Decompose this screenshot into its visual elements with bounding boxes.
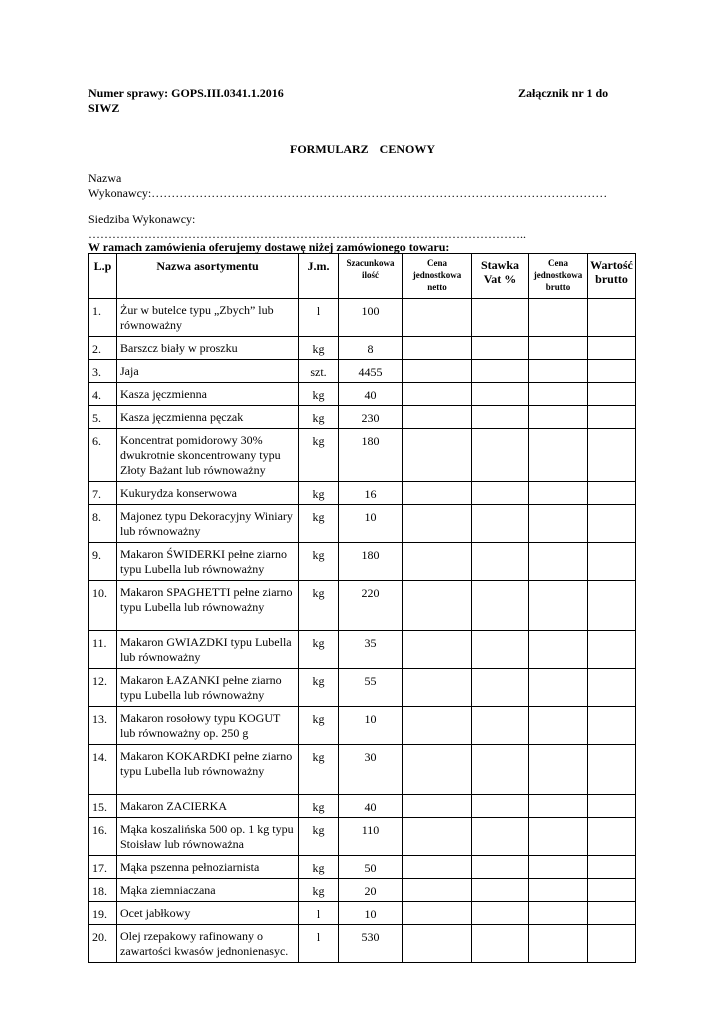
row-lp: 5.	[89, 406, 117, 429]
row-gross-price-cell[interactable]	[529, 856, 588, 879]
table-row	[89, 856, 636, 879]
row-total-value-cell[interactable]	[588, 669, 636, 707]
row-net-price-cell[interactable]	[403, 581, 472, 631]
row-product-name: Mąka koszalińska 500 op. 1 kg typu Stoisław lub równoważna	[117, 818, 299, 856]
row-net-price-cell[interactable]	[403, 902, 472, 925]
row-net-price-cell[interactable]	[403, 669, 472, 707]
row-quantity: 8	[339, 337, 403, 360]
row-total-value-cell[interactable]	[588, 856, 636, 879]
row-quantity: 55	[339, 669, 403, 707]
row-vat-rate-cell[interactable]	[472, 299, 529, 337]
row-vat-rate-cell[interactable]	[472, 505, 529, 543]
row-net-price-cell[interactable]	[403, 505, 472, 543]
row-gross-price-cell[interactable]	[529, 707, 588, 745]
row-unit: kg	[299, 383, 339, 406]
row-product-name: Kasza jęczmienna	[117, 383, 299, 406]
row-unit: l	[299, 902, 339, 925]
row-quantity: 16	[339, 482, 403, 505]
row-total-value-cell[interactable]	[588, 406, 636, 429]
row-net-price-cell[interactable]	[403, 707, 472, 745]
row-gross-price-cell[interactable]	[529, 505, 588, 543]
row-lp: 2.	[89, 337, 117, 360]
header-net: Cena jednostkowa netto	[403, 254, 472, 299]
row-unit: kg	[299, 631, 339, 669]
row-product-name: Makaron GWIAZDKI typu Lubella lub równoważny	[117, 631, 299, 669]
row-total-value-cell[interactable]	[588, 795, 636, 818]
header-name: Nazwa asortymentu	[117, 254, 299, 299]
row-net-price-cell[interactable]	[403, 337, 472, 360]
row-lp: 11.	[89, 631, 117, 669]
row-total-value-cell[interactable]	[588, 482, 636, 505]
row-product-name: Koncentrat pomidorowy 30% dwukrotnie skoncentrowany typu Złoty Bażant lub równoważny	[117, 429, 299, 482]
row-product-name: Kukurydza konserwowa	[117, 482, 299, 505]
row-quantity: 10	[339, 707, 403, 745]
row-gross-price-cell[interactable]	[529, 795, 588, 818]
row-net-price-cell[interactable]	[403, 631, 472, 669]
row-unit: kg	[299, 795, 339, 818]
row-lp: 8.	[89, 505, 117, 543]
row-quantity: 50	[339, 856, 403, 879]
table-row	[89, 406, 636, 429]
row-vat-rate-cell[interactable]	[472, 707, 529, 745]
row-quantity: 180	[339, 429, 403, 482]
table-row	[89, 543, 636, 581]
row-product-name: Makaron ŁAZANKI pełne ziarno typu Lubella lub równoważny	[117, 669, 299, 707]
table-row	[89, 631, 636, 669]
table-row	[89, 482, 636, 505]
row-lp: 15.	[89, 795, 117, 818]
row-quantity: 100	[339, 299, 403, 337]
row-lp: 9.	[89, 543, 117, 581]
row-quantity: 4455	[339, 360, 403, 383]
row-net-price-cell[interactable]	[403, 925, 472, 963]
row-unit: kg	[299, 745, 339, 795]
row-lp: 14.	[89, 745, 117, 795]
row-quantity: 220	[339, 581, 403, 631]
row-vat-rate-cell[interactable]	[472, 925, 529, 963]
table-row	[89, 360, 636, 383]
row-total-value-cell[interactable]	[588, 337, 636, 360]
row-unit: kg	[299, 818, 339, 856]
row-total-value-cell[interactable]	[588, 543, 636, 581]
row-total-value-cell[interactable]	[588, 879, 636, 902]
case-number	[88, 86, 284, 116]
price-table	[88, 253, 636, 963]
row-quantity: 530	[339, 925, 403, 963]
row-gross-price-cell[interactable]	[529, 745, 588, 795]
row-product-name: Mąka pszenna pełnoziarnista	[117, 856, 299, 879]
row-vat-rate-cell[interactable]	[472, 543, 529, 581]
row-unit: kg	[299, 669, 339, 707]
row-total-value-cell[interactable]	[588, 631, 636, 669]
row-product-name: Ocet jabłkowy	[117, 902, 299, 925]
row-gross-price-cell[interactable]	[529, 581, 588, 631]
row-product-name: Makaron rosołowy typu KOGUT lub równoważny op. 250 g	[117, 707, 299, 745]
row-lp: 7.	[89, 482, 117, 505]
table-row	[89, 879, 636, 902]
table-row	[89, 925, 636, 963]
row-product-name: Makaron SPAGHETTI pełne ziarno typu Lubella lub równoważny	[117, 581, 299, 631]
row-product-name: Majonez typu Dekoracyjny Winiary lub równoważny	[117, 505, 299, 543]
row-total-value-cell[interactable]	[588, 505, 636, 543]
table-row	[89, 795, 636, 818]
table-row	[89, 745, 636, 795]
row-gross-price-cell[interactable]	[529, 406, 588, 429]
row-total-value-cell[interactable]	[588, 925, 636, 963]
row-product-name: Żur w butelce typu „Zbych” lub równoważny	[117, 299, 299, 337]
row-unit: kg	[299, 337, 339, 360]
row-total-value-cell[interactable]	[588, 818, 636, 856]
table-row	[89, 505, 636, 543]
row-unit: kg	[299, 879, 339, 902]
header-lp: L.p	[89, 254, 117, 299]
row-unit: l	[299, 299, 339, 337]
case-number-line1: Numer sprawy: GOPS.III.0341.1.2016	[88, 86, 284, 100]
row-product-name: Makaron ŚWIDERKI pełne ziarno typu Lubella lub równoważny	[117, 543, 299, 581]
header-total: Wartość brutto	[588, 254, 636, 299]
row-net-price-cell[interactable]	[403, 745, 472, 795]
row-unit: kg	[299, 406, 339, 429]
row-quantity: 40	[339, 383, 403, 406]
row-unit: kg	[299, 543, 339, 581]
row-lp: 10.	[89, 581, 117, 631]
row-lp: 13.	[89, 707, 117, 745]
row-product-name: Mąka ziemniaczana	[117, 879, 299, 902]
row-vat-rate-cell[interactable]	[472, 669, 529, 707]
row-total-value-cell[interactable]	[588, 902, 636, 925]
row-vat-rate-cell[interactable]	[472, 482, 529, 505]
row-gross-price-cell[interactable]	[529, 669, 588, 707]
table-row	[89, 383, 636, 406]
row-gross-price-cell[interactable]	[529, 429, 588, 482]
contractor-name-label: Nazwa	[88, 171, 122, 185]
row-net-price-cell[interactable]	[403, 360, 472, 383]
row-unit: l	[299, 925, 339, 963]
row-lp: 19.	[89, 902, 117, 925]
row-vat-rate-cell[interactable]	[472, 406, 529, 429]
row-gross-price-cell[interactable]	[529, 482, 588, 505]
row-net-price-cell[interactable]	[403, 406, 472, 429]
row-vat-rate-cell[interactable]	[472, 631, 529, 669]
row-quantity: 10	[339, 505, 403, 543]
page-title: FORMULARZ CENOWY	[290, 142, 435, 156]
row-product-name: Kasza jęczmienna pęczak	[117, 406, 299, 429]
row-unit: szt.	[299, 360, 339, 383]
row-lp: 17.	[89, 856, 117, 879]
row-vat-rate-cell[interactable]	[472, 429, 529, 482]
row-unit: kg	[299, 707, 339, 745]
row-lp: 20.	[89, 925, 117, 963]
row-total-value-cell[interactable]	[588, 360, 636, 383]
table-row	[89, 902, 636, 925]
row-total-value-cell[interactable]	[588, 429, 636, 482]
row-gross-price-cell[interactable]	[529, 360, 588, 383]
row-lp: 18.	[89, 879, 117, 902]
row-quantity: 10	[339, 902, 403, 925]
row-unit: kg	[299, 505, 339, 543]
header-unit: J.m.	[299, 254, 339, 299]
row-quantity: 110	[339, 818, 403, 856]
header-vat: Stawka Vat %	[472, 254, 529, 299]
row-gross-price-cell[interactable]	[529, 925, 588, 963]
row-gross-price-cell[interactable]	[529, 299, 588, 337]
attachment-label: Załącznik nr 1 do	[518, 86, 609, 100]
row-gross-price-cell[interactable]	[529, 902, 588, 925]
row-product-name: Makaron ZACIERKA	[117, 795, 299, 818]
header-qty: Szacunkowa ilość	[339, 254, 403, 299]
row-vat-rate-cell[interactable]	[472, 360, 529, 383]
row-vat-rate-cell[interactable]	[472, 856, 529, 879]
row-vat-rate-cell[interactable]	[472, 745, 529, 795]
row-quantity: 180	[339, 543, 403, 581]
row-product-name: Makaron KOKARDKI pełne ziarno typu Lubella lub równoważny	[117, 745, 299, 795]
row-total-value-cell[interactable]	[588, 745, 636, 795]
contractor-seat-line: ………………………………………………………………………………………………..	[88, 227, 526, 241]
row-quantity: 230	[339, 406, 403, 429]
row-unit: kg	[299, 856, 339, 879]
row-net-price-cell[interactable]	[403, 482, 472, 505]
row-gross-price-cell[interactable]	[529, 543, 588, 581]
row-net-price-cell[interactable]	[403, 818, 472, 856]
table-row	[89, 429, 636, 482]
row-total-value-cell[interactable]	[588, 383, 636, 406]
row-net-price-cell[interactable]	[403, 543, 472, 581]
contractor-seat-label: Siedziba Wykonawcy:	[88, 212, 196, 226]
row-vat-rate-cell[interactable]	[472, 818, 529, 856]
row-vat-rate-cell[interactable]	[472, 383, 529, 406]
row-product-name: Olej rzepakowy rafinowany o zawartości kwasów jednonienasyc.	[117, 925, 299, 963]
row-net-price-cell[interactable]	[403, 383, 472, 406]
row-net-price-cell[interactable]	[403, 299, 472, 337]
row-lp: 3.	[89, 360, 117, 383]
row-gross-price-cell[interactable]	[529, 631, 588, 669]
row-lp: 1.	[89, 299, 117, 337]
row-unit: kg	[299, 429, 339, 482]
table-row	[89, 669, 636, 707]
row-net-price-cell[interactable]	[403, 429, 472, 482]
table-row	[89, 337, 636, 360]
row-lp: 4.	[89, 383, 117, 406]
row-gross-price-cell[interactable]	[529, 818, 588, 856]
row-gross-price-cell[interactable]	[529, 383, 588, 406]
row-total-value-cell[interactable]	[588, 581, 636, 631]
contractor-name-line: Wykonawcy:……………………………………………………………………………………………………	[88, 186, 608, 200]
row-quantity: 20	[339, 879, 403, 902]
table-row	[89, 707, 636, 745]
row-gross-price-cell[interactable]	[529, 337, 588, 360]
row-net-price-cell[interactable]	[403, 879, 472, 902]
row-vat-rate-cell[interactable]	[472, 795, 529, 818]
table-header-row	[89, 254, 636, 299]
row-vat-rate-cell[interactable]	[472, 581, 529, 631]
case-number-line2: SIWZ	[88, 101, 120, 115]
table-row	[89, 299, 636, 337]
row-product-name: Barszcz biały w proszku	[117, 337, 299, 360]
row-lp: 6.	[89, 429, 117, 482]
row-net-price-cell[interactable]	[403, 856, 472, 879]
row-quantity: 40	[339, 795, 403, 818]
row-quantity: 35	[339, 631, 403, 669]
row-gross-price-cell[interactable]	[529, 879, 588, 902]
row-unit: kg	[299, 482, 339, 505]
row-lp: 16.	[89, 818, 117, 856]
row-total-value-cell[interactable]	[588, 707, 636, 745]
row-vat-rate-cell[interactable]	[472, 337, 529, 360]
table-row	[89, 818, 636, 856]
row-net-price-cell[interactable]	[403, 795, 472, 818]
row-product-name: Jaja	[117, 360, 299, 383]
offer-text: W ramach zamówienia oferujemy dostawę niżej zamówionego towaru:	[88, 240, 450, 254]
row-unit: kg	[299, 581, 339, 631]
row-quantity: 30	[339, 745, 403, 795]
table-row	[89, 581, 636, 631]
row-lp: 12.	[89, 669, 117, 707]
row-vat-rate-cell[interactable]	[472, 879, 529, 902]
header-gross: Cena jednostkowa brutto	[529, 254, 588, 299]
row-total-value-cell[interactable]	[588, 299, 636, 337]
row-vat-rate-cell[interactable]	[472, 902, 529, 925]
